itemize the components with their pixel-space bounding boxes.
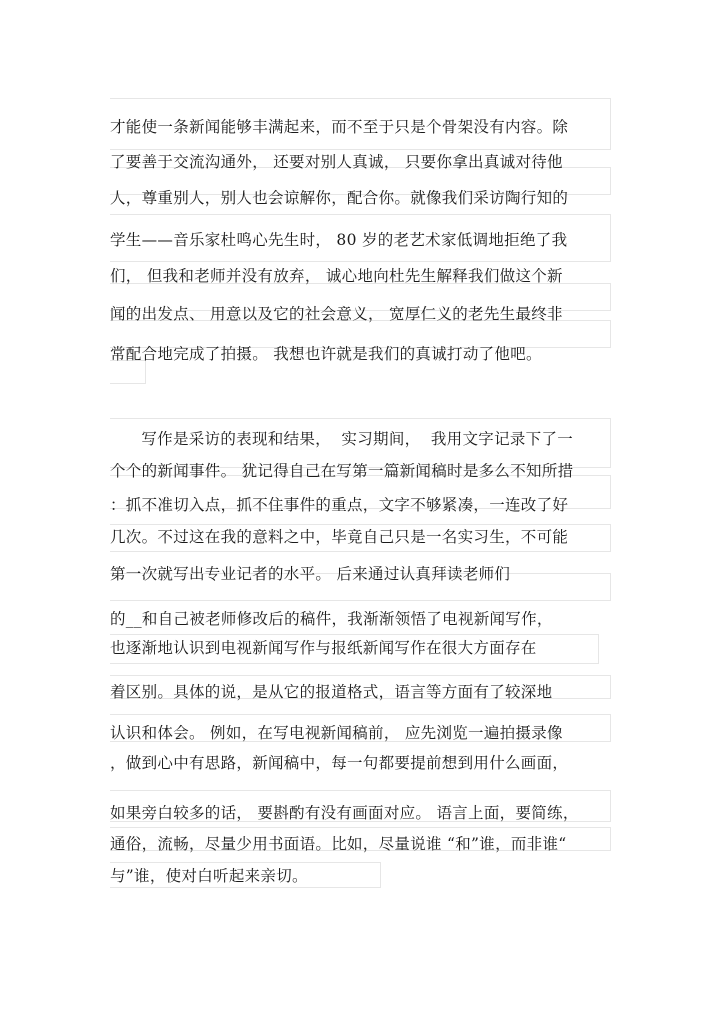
paragraph-1-line-4: 学生——音乐家杜鸣心先生时， 80 岁的老艺术家低调地拒绝了我: [110, 231, 568, 249]
paragraph-2-line-2: 个个的新闻事件。 犹记得自己在写第一篇新闻稿时是多么不知所措: [110, 462, 574, 480]
paragraph-1-line-7: 常配合地完成了拍摄。 我想也许就是我们的真诚打动了他吧。: [110, 345, 542, 363]
paragraph-2-line-12: 通俗，流畅，尽量少用书面语。比如，尽量说谁 “和”谁，而非谁“: [110, 835, 567, 853]
paragraph-1-line-2: 了要善于交流沟通外， 还要对别人真诚， 只要你拿出真诚对待他: [110, 153, 563, 171]
paragraph-2-line-6: 的__和自己被老师修改后的稿件，我渐渐领悟了电视新闻写作，: [110, 610, 553, 628]
paragraph-1-line-1: 才能使一条新闻能够丰满起来，而不至于只是个骨架没有内容。除: [110, 118, 569, 136]
paragraph-2-line-7: 也逐渐地认识到电视新闻写作与报纸新闻写作在很大方面存在: [110, 639, 537, 657]
paragraph-1-line-5: 们， 但我和老师并没有放弃， 诚心地向杜先生解释我们做这个新: [110, 267, 563, 285]
paragraph-2-line-5: 第一次就写出专业记者的水平。 后来通过认真拜读老师们: [110, 565, 511, 583]
paragraph-1-line-6: 闻的出发点、 用意以及它的社会意义， 宽厚仁义的老先生最终非: [110, 305, 563, 323]
paragraph-2-line-4: 几次。不过这在我的意料之中，毕竟自己只是一名实习生，不可能: [110, 528, 569, 546]
paragraph-1-line-3: 人，尊重别人，别人也会谅解你，配合你。就像我们采访陶行知的: [110, 189, 569, 207]
paragraph-2-line-8: 着区别。具体的说，是从它的报道格式，语言等方面有了较深地: [110, 683, 553, 701]
paragraph-2-line-9: 认识和体会。 例如，在写电视新闻稿前， 应先浏览一遍拍摄录像: [110, 724, 563, 742]
paragraph-2-line-3: ：抓不准切入点，抓不住事件的重点，文字不够紧凑，一连改了好: [110, 496, 569, 514]
paragraph-2-line-10: ，做到心中有思路，新闻稿中，每一句都要提前想到用什么画面，: [110, 754, 569, 772]
paragraph-2-line-1: 写作是采访的表现和结果， 实习期间， 我用文字记录下了一: [110, 430, 574, 448]
paragraph-2-line-13: 与”谁，使对白听起来亲切。: [110, 867, 308, 885]
paragraph-2-line-11: 如果旁白较多的话， 要斟酌有没有画面对应。 语言上面，要简练，: [110, 804, 579, 822]
